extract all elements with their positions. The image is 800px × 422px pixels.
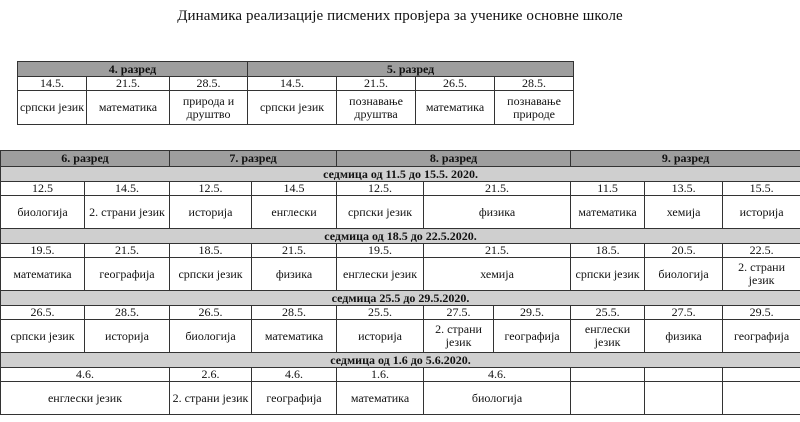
date-cell: 28.5. (170, 77, 248, 91)
subject-cell: биологија (170, 320, 252, 353)
date-cell: 4.6. (424, 368, 571, 382)
subject-cell: физика (424, 196, 571, 229)
date-cell: 18.5. (571, 244, 645, 258)
date-cell: 29.5. (723, 306, 800, 320)
empty-cell (571, 368, 645, 382)
date-cell: 21.5. (424, 182, 571, 196)
empty-cell (723, 368, 800, 382)
subject-cell: познавање друштва (337, 91, 416, 125)
subject-cell: физика (645, 320, 723, 353)
subject-cell: 2. страни језик (170, 382, 252, 415)
subject-cell: биологија (645, 258, 723, 291)
date-cell: 29.5. (494, 306, 571, 320)
date-cell: 12.5 (1, 182, 85, 196)
grade-8-header: 8. разред (337, 151, 571, 167)
grades-6-9-table (0, 150, 800, 415)
subject-cell: историја (170, 196, 252, 229)
grade-5-header: 5. разред (248, 62, 574, 77)
date-cell: 4.6. (252, 368, 337, 382)
date-cell: 14.5. (18, 77, 87, 91)
subject-cell: географија (494, 320, 571, 353)
date-cell: 14.5. (248, 77, 337, 91)
subject-cell: математика (252, 320, 337, 353)
grade-7-header: 7. разред (170, 151, 337, 167)
date-cell: 20.5. (645, 244, 723, 258)
grades-4-5-table (17, 61, 574, 125)
subject-cell: историја (85, 320, 170, 353)
subject-cell: српски језик (337, 196, 424, 229)
date-cell: 2.6. (170, 368, 252, 382)
date-cell: 27.5. (424, 306, 494, 320)
date-cell: 14.5 (252, 182, 337, 196)
date-cell: 21.5. (85, 244, 170, 258)
subject-cell: историја (723, 196, 800, 229)
subject-cell: хемија (424, 258, 571, 291)
subject-cell: енглески језик (1, 382, 170, 415)
subject-cell: географија (723, 320, 800, 353)
subject-cell: географија (252, 382, 337, 415)
empty-cell (571, 382, 645, 415)
subject-cell: 2. страни језик (85, 196, 170, 229)
subject-cell: математика (1, 258, 85, 291)
date-cell: 25.5. (337, 306, 424, 320)
date-cell: 18.5. (170, 244, 252, 258)
subject-cell: познавање природе (495, 91, 574, 125)
empty-cell (645, 368, 723, 382)
subject-cell: историја (337, 320, 424, 353)
empty-cell (723, 382, 800, 415)
week-header: седмица од 1.6 до 5.6.2020. (1, 353, 800, 368)
date-cell: 11.5 (571, 182, 645, 196)
date-cell: 13.5. (645, 182, 723, 196)
date-cell: 28.5. (85, 306, 170, 320)
date-cell: 1.6. (337, 368, 424, 382)
subject-cell: математика (337, 382, 424, 415)
subject-cell: географија (85, 258, 170, 291)
subject-cell: математика (416, 91, 495, 125)
subject-cell: енглески језик (337, 258, 424, 291)
week-header: седмица од 18.5 до 22.5.2020. (1, 229, 800, 244)
date-cell: 21.5. (252, 244, 337, 258)
date-cell: 21.5. (424, 244, 571, 258)
date-cell: 26.5. (170, 306, 252, 320)
subject-cell: биологија (1, 196, 85, 229)
date-cell: 21.5. (337, 77, 416, 91)
subject-cell: математика (571, 196, 645, 229)
subject-cell: српски језик (571, 258, 645, 291)
subject-cell: енглески језик (571, 320, 645, 353)
subject-cell: српски језик (170, 258, 252, 291)
subject-cell: енглески (252, 196, 337, 229)
date-cell: 26.5. (1, 306, 85, 320)
subject-cell: биологија (424, 382, 571, 415)
subject-cell: природа и друштво (170, 91, 248, 125)
subject-cell: српски језик (1, 320, 85, 353)
subject-cell: хемија (645, 196, 723, 229)
grade-9-header: 9. разред (571, 151, 800, 167)
subject-cell: српски језик (248, 91, 337, 125)
date-cell: 15.5. (723, 182, 800, 196)
date-cell: 27.5. (645, 306, 723, 320)
date-cell: 28.5. (252, 306, 337, 320)
week-header: седмица 25.5 до 29.5.2020. (1, 291, 800, 306)
subject-cell: српски језик (18, 91, 87, 125)
subject-cell: физика (252, 258, 337, 291)
date-cell: 19.5. (1, 244, 85, 258)
date-cell: 21.5. (87, 77, 170, 91)
week-header: седмица од 11.5 до 15.5. 2020. (1, 167, 800, 182)
date-cell: 4.6. (1, 368, 170, 382)
page-title: Динамика реализације писмених провјера за ученике основне школе (177, 8, 623, 24)
date-cell: 22.5. (723, 244, 800, 258)
subject-cell: 2. страни језик (424, 320, 494, 353)
date-cell: 25.5. (571, 306, 645, 320)
date-cell: 26.5. (416, 77, 495, 91)
date-cell: 14.5. (85, 182, 170, 196)
subject-cell: 2. страни језик (723, 258, 800, 291)
grade-4-header: 4. разред (18, 62, 248, 77)
subject-cell: математика (87, 91, 170, 125)
date-cell: 19.5. (337, 244, 424, 258)
date-cell: 28.5. (495, 77, 574, 91)
date-cell: 12.5. (337, 182, 424, 196)
date-cell: 12.5. (170, 182, 252, 196)
empty-cell (645, 382, 723, 415)
grade-6-header: 6. разред (1, 151, 170, 167)
